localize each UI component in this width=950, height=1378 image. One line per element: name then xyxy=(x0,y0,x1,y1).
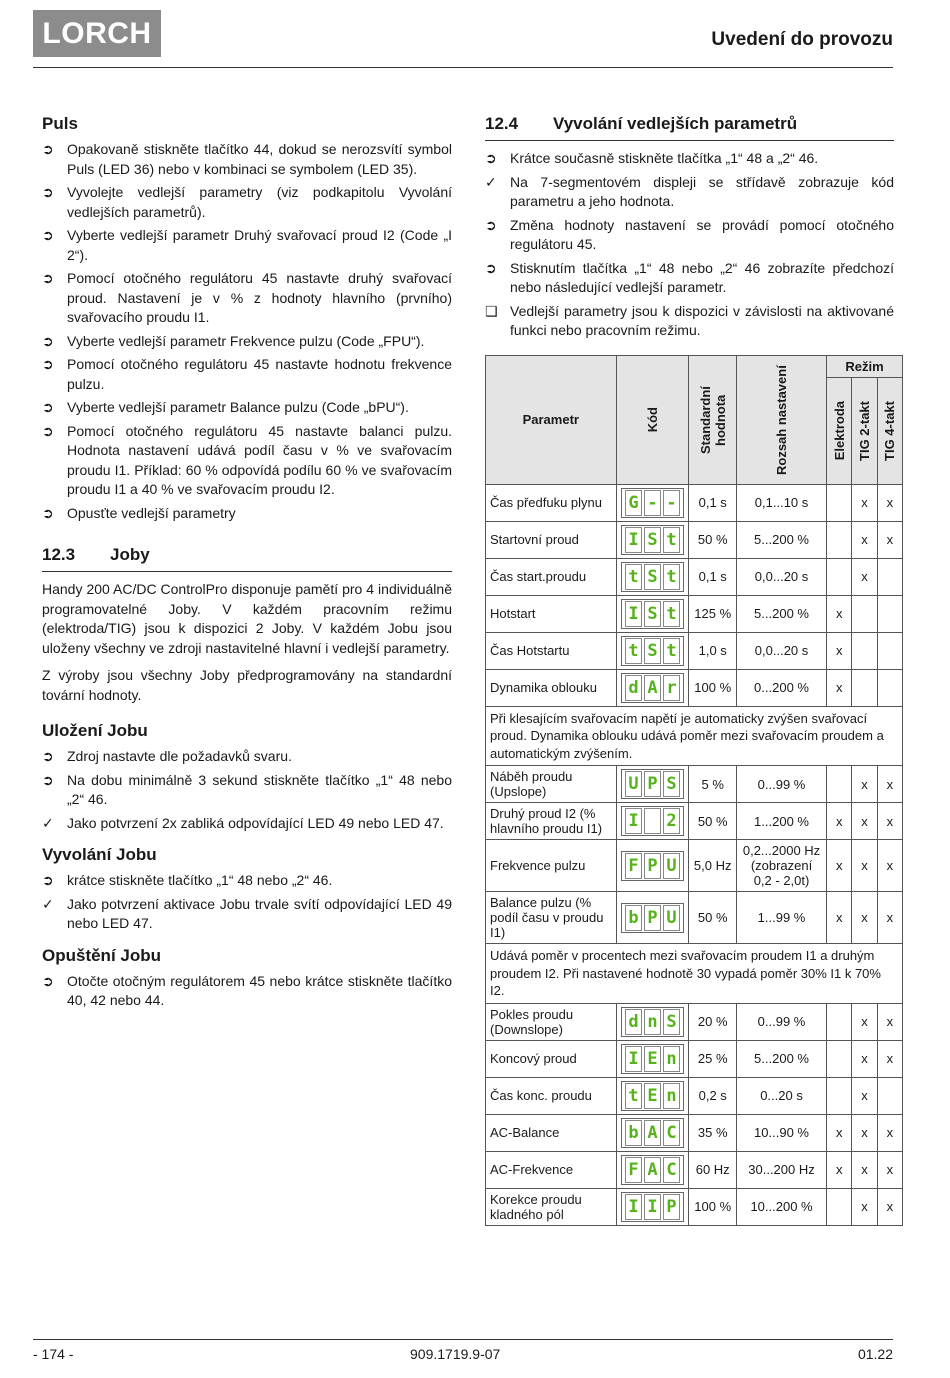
table-row xyxy=(486,632,903,669)
mode-tig2: x xyxy=(852,892,877,944)
segment-digit: t xyxy=(663,601,680,627)
mode-tig2: x xyxy=(852,1188,877,1225)
param-name: Koncový proud xyxy=(486,1040,617,1077)
param-range: 5...200 % xyxy=(736,1040,826,1077)
param-range: 10...200 % xyxy=(736,1188,826,1225)
arrow-icon: ➲ xyxy=(485,216,497,233)
seven-segment-display xyxy=(621,673,684,703)
mode-tig4: x xyxy=(877,803,902,840)
header-kod xyxy=(616,355,689,484)
param-standard-value: 125 % xyxy=(689,595,737,632)
seven-segment-display xyxy=(621,1118,684,1148)
segment-digit: t xyxy=(663,564,680,590)
param-code-display xyxy=(616,558,689,595)
param-standard-value: 60 Hz xyxy=(689,1151,737,1188)
segment-digit: C xyxy=(663,1157,680,1183)
list-item-text: Pomocí otočného regulátoru 45 nastavte balanci pulzu. Hodnota nastavení udává podíl času v % ve svařovacím proudu I1. Příklad: 60 % odpovídá podílu 60 % ve svařovacím proudu I1 a 40 % ve svařovacím proudu I2. xyxy=(67,422,452,497)
header-kod-label: Kód xyxy=(644,406,660,433)
param-name: Dynamika oblouku xyxy=(486,669,617,706)
segment-digit: S xyxy=(644,564,661,590)
param-name: Balance pulzu (% podíl času v proudu I1) xyxy=(486,892,617,944)
table-row xyxy=(486,1040,903,1077)
list-item-text: Opakovaně stiskněte tlačítko 44, dokud se nerozsvítí symbol Puls (LED 36) nebo v kombinaci se symbolem (LED 35). xyxy=(67,141,452,177)
segment-digit: S xyxy=(663,1009,680,1035)
parameters-table-body xyxy=(486,484,903,1225)
segment-digit: C xyxy=(663,1120,680,1146)
mode-elektroda: x xyxy=(827,840,852,892)
header-tig2-label: TIG 2-takt xyxy=(857,400,872,461)
segment-digit: t xyxy=(625,1083,642,1109)
header-tig4 xyxy=(877,377,902,484)
mode-tig2: x xyxy=(852,1151,877,1188)
param-standard-value: 1,0 s xyxy=(689,632,737,669)
param-range: 5...200 % xyxy=(736,521,826,558)
mode-tig4: x xyxy=(877,521,902,558)
header-divider xyxy=(33,67,893,68)
mode-elektroda: x xyxy=(827,595,852,632)
param-range: 5...200 % xyxy=(736,595,826,632)
list-item-text: Krátce současně stiskněte tlačítka „1“ 48 a „2“ 46. xyxy=(510,150,819,166)
param-name: Náběh proudu (Upslope) xyxy=(486,766,617,803)
segment-digit: n xyxy=(663,1083,680,1109)
mode-tig2 xyxy=(852,632,877,669)
param-code-display xyxy=(616,669,689,706)
table-note: Při klesajícím svařovacím napětí je automaticky zvýšen svařovací proud. Dynamika oblouku udává poměr mezi svařovacím proudem a automatickým zvýšením. xyxy=(486,706,903,766)
mode-tig2: x xyxy=(852,558,877,595)
seven-segment-display xyxy=(621,1192,684,1222)
table-row xyxy=(486,803,903,840)
mode-tig2: x xyxy=(852,484,877,521)
param-range: 0...99 % xyxy=(736,1003,826,1040)
param-code-display xyxy=(616,595,689,632)
list-item-text: Pomocí otočného regulátoru 45 nastavte druhý svařovací proud. Nastavení je v % z hodnoty hlavního (prvního) svařovacího proudu I1. xyxy=(67,270,452,325)
footer-divider xyxy=(33,1339,893,1340)
mode-elektroda: x xyxy=(827,1151,852,1188)
arrow-icon: ➲ xyxy=(42,399,54,415)
list-item-text: Jako potvrzení aktivace Jobu trvale svítí odpovídající LED 49 nebo LED 47. xyxy=(67,895,452,931)
param-name: Čas Hotstartu xyxy=(486,632,617,669)
mode-tig4: x xyxy=(877,1188,902,1225)
mode-tig2: x xyxy=(852,521,877,558)
list-item xyxy=(42,814,452,834)
segment-digit: I xyxy=(625,1046,642,1072)
mode-tig2: x xyxy=(852,1077,877,1114)
param-standard-value: 50 % xyxy=(689,803,737,840)
segment-digit: b xyxy=(625,905,642,931)
mode-tig2 xyxy=(852,595,877,632)
header-rezim: Režim xyxy=(827,355,903,377)
vyvolani-jobu-heading: Vyvolání Jobu xyxy=(42,845,157,864)
segment-digit: F xyxy=(625,1157,642,1183)
mode-tig4: x xyxy=(877,892,902,944)
arrow-icon: ➲ xyxy=(42,332,54,349)
list-item xyxy=(485,173,894,212)
seven-segment-display xyxy=(621,525,684,555)
document-date: 01.22 xyxy=(857,1346,893,1362)
param-standard-value: 5 % xyxy=(689,766,737,803)
param-name: Pokles proudu (Downslope) xyxy=(486,1003,617,1040)
list-item xyxy=(42,332,452,352)
table-row xyxy=(486,1114,903,1151)
list-item-text: Otočte otočným regulátorem 45 nebo krátce stiskněte tlačítko 40, 42 nebo 44. xyxy=(67,972,452,1008)
mode-elektroda xyxy=(827,1003,852,1040)
param-code-display xyxy=(616,840,689,892)
mode-elektroda: x xyxy=(827,1114,852,1151)
list-item-text: Vyberte vedlejší parametr Balance pulzu (Code „bPU“). xyxy=(67,399,409,415)
header-range xyxy=(736,355,826,484)
segment-digit: E xyxy=(644,1046,661,1072)
param-code-display xyxy=(616,766,689,803)
section-12-4-heading xyxy=(485,114,894,141)
arrow-icon: ➲ xyxy=(42,141,54,157)
table-row xyxy=(486,892,903,944)
arrow-icon: ➲ xyxy=(42,872,54,888)
header-tig4-label: TIG 4-takt xyxy=(882,400,898,461)
seven-segment-display xyxy=(621,806,684,836)
mode-tig4 xyxy=(877,595,902,632)
table-row xyxy=(486,484,903,521)
segment-digit: I xyxy=(625,808,642,834)
mode-elektroda: x xyxy=(827,892,852,944)
mode-tig4: x xyxy=(877,766,902,803)
arrow-icon: ➲ xyxy=(42,504,54,521)
mode-tig4: x xyxy=(877,1114,902,1151)
seven-segment-display xyxy=(621,1007,684,1037)
list-item xyxy=(42,183,452,222)
mode-tig2: x xyxy=(852,1003,877,1040)
segment-digit: - xyxy=(663,490,680,516)
mode-tig4 xyxy=(877,558,902,595)
mode-tig4 xyxy=(877,1077,902,1114)
param-range: 30...200 Hz xyxy=(736,1151,826,1188)
arrow-icon: ➲ xyxy=(42,748,54,764)
param-standard-value: 50 % xyxy=(689,521,737,558)
table-row xyxy=(486,669,903,706)
param-name: AC-Balance xyxy=(486,1114,617,1151)
param-name: Hotstart xyxy=(486,595,617,632)
param-standard-value: 25 % xyxy=(689,1040,737,1077)
segment-digit: - xyxy=(644,490,661,516)
segment-digit: r xyxy=(663,675,680,701)
param-range: 0,1...10 s xyxy=(736,484,826,521)
param-range: 0,0...20 s xyxy=(736,558,826,595)
param-standard-value: 0,2 s xyxy=(689,1077,737,1114)
seven-segment-display xyxy=(621,1081,684,1111)
param-code-display xyxy=(616,484,689,521)
list-item-text: krátce stiskněte tlačítko „1“ 48 nebo „2“ 46. xyxy=(67,872,333,888)
param-range: 0...20 s xyxy=(736,1077,826,1114)
page-number: - 174 - xyxy=(33,1346,74,1362)
param-standard-value: 35 % xyxy=(689,1114,737,1151)
list-item-text: Vedlejší parametry jsou k dispozici v závislosti na aktivované funkci nebo pracovním režimu. xyxy=(510,302,894,338)
section-title: Joby xyxy=(110,545,150,564)
mode-tig4 xyxy=(877,669,902,706)
param-range: 10...90 % xyxy=(736,1114,826,1151)
list-item-text: Vyberte vedlejší parametr Frekvence pulzu (Code „FPU“). xyxy=(67,332,425,349)
param-range: 0...200 % xyxy=(736,669,826,706)
mode-tig2: x xyxy=(852,840,877,892)
table-row xyxy=(486,840,903,892)
seven-segment-display xyxy=(621,903,684,933)
seven-segment-display xyxy=(621,769,684,799)
checkmark-icon: ✓ xyxy=(42,895,54,912)
ulozeni-jobu-heading: Uložení Jobu xyxy=(42,721,148,740)
seven-segment-display xyxy=(621,1044,684,1074)
table-row xyxy=(486,706,903,766)
mode-tig4: x xyxy=(877,1151,902,1188)
vyvolani-jobu-list xyxy=(42,871,452,934)
puls-heading: Puls xyxy=(42,114,78,133)
right-column xyxy=(485,114,898,1226)
table-row xyxy=(486,766,903,803)
mode-tig4: x xyxy=(877,840,902,892)
opusteni-jobu-list xyxy=(42,972,452,1011)
param-standard-value: 50 % xyxy=(689,892,737,944)
page-header-title: Uvedení do provozu xyxy=(711,29,893,50)
header-range-label: Rozsah nastavení xyxy=(774,364,790,475)
segment-digit: 2 xyxy=(663,808,680,834)
lorch-logo: LORCH xyxy=(33,10,161,57)
mode-elektroda xyxy=(827,521,852,558)
list-item xyxy=(42,226,452,265)
section-12-3-heading xyxy=(42,545,452,572)
segment-digit: G xyxy=(625,490,642,516)
checkbox-icon: ❑ xyxy=(485,302,498,319)
arrow-icon: ➲ xyxy=(42,771,54,788)
arrow-icon: ➲ xyxy=(42,227,54,243)
header-tig2 xyxy=(852,377,877,484)
list-item xyxy=(42,355,452,394)
mode-elektroda: x xyxy=(827,803,852,840)
list-item xyxy=(42,771,452,810)
segment-digit: P xyxy=(644,771,661,797)
param-name: Startovní proud xyxy=(486,521,617,558)
mode-elektroda: x xyxy=(827,669,852,706)
list-item xyxy=(42,871,452,891)
list-item-text: Zdroj nastavte dle požadavků svaru. xyxy=(67,748,292,764)
mode-tig2: x xyxy=(852,1040,877,1077)
param-range: 1...99 % xyxy=(736,892,826,944)
mode-tig2: x xyxy=(852,1114,877,1151)
param-code-display xyxy=(616,892,689,944)
segment-digit: S xyxy=(644,601,661,627)
list-item xyxy=(485,216,894,255)
mode-elektroda xyxy=(827,1188,852,1225)
param-standard-value: 0,1 s xyxy=(689,558,737,595)
param-code-display xyxy=(616,803,689,840)
param-standard-value: 100 % xyxy=(689,669,737,706)
list-item xyxy=(42,140,452,179)
opusteni-jobu-heading: Opuštění Jobu xyxy=(42,945,161,965)
arrow-icon: ➲ xyxy=(485,259,497,276)
param-code-display xyxy=(616,1114,689,1151)
param-range: 0,2...2000 Hz (zobrazení 0,2 - 2,0t) xyxy=(736,840,826,892)
table-row xyxy=(486,521,903,558)
param-code-display xyxy=(616,1077,689,1114)
param-code-display xyxy=(616,1040,689,1077)
param-range: 1...200 % xyxy=(736,803,826,840)
mode-tig4 xyxy=(877,632,902,669)
section-number: 12.4 xyxy=(485,114,519,133)
header-std-label: Standardní hodnota xyxy=(697,385,728,454)
list-item xyxy=(42,972,452,1011)
arrow-icon: ➲ xyxy=(42,356,54,372)
mode-tig4: x xyxy=(877,1003,902,1040)
list-item-text: Vyberte vedlejší parametr Druhý svařovací proud I2 (Code „I 2“). xyxy=(67,227,452,263)
table-row xyxy=(486,1077,903,1114)
segment-digit: t xyxy=(663,638,680,664)
mode-elektroda xyxy=(827,1077,852,1114)
param-range: 0...99 % xyxy=(736,766,826,803)
mode-tig2: x xyxy=(852,803,877,840)
segment-digit xyxy=(644,808,661,834)
arrow-icon: ➲ xyxy=(42,184,54,200)
mode-elektroda xyxy=(827,1040,852,1077)
table-row xyxy=(486,1003,903,1040)
segment-digit: A xyxy=(644,1120,661,1146)
list-item-text: Opusťte vedlejší parametry xyxy=(67,504,236,521)
param-standard-value: 5,0 Hz xyxy=(689,840,737,892)
table-row xyxy=(486,1151,903,1188)
segment-digit: t xyxy=(663,527,680,553)
table-note: Udává poměr v procentech mezi svařovacím proudem I1 a druhým proudem I2. Při nastavené hodnotě 30 vypadá poměr 30% I1 k 70% I2. xyxy=(486,944,903,1004)
vedlejsi-parametry-list xyxy=(485,149,894,341)
param-name: Čas konc. proudu xyxy=(486,1077,617,1114)
segment-digit: n xyxy=(663,1046,680,1072)
segment-digit: S xyxy=(644,527,661,553)
section-number: 12.3 xyxy=(42,545,76,564)
puls-list xyxy=(42,140,452,523)
table-row xyxy=(486,595,903,632)
section-title: Vyvolání vedlejších parametrů xyxy=(553,114,798,133)
list-item-text: Na dobu minimálně 3 sekund stiskněte tlačítko „1“ 48 nebo „2“ 46. xyxy=(67,771,452,807)
header-std xyxy=(689,355,737,484)
param-name: Čas start.proudu xyxy=(486,558,617,595)
mode-tig4: x xyxy=(877,1040,902,1077)
param-name: Frekvence pulzu xyxy=(486,840,617,892)
segment-digit: I xyxy=(625,527,642,553)
checkmark-icon: ✓ xyxy=(485,173,497,190)
list-item xyxy=(42,504,452,524)
document-number: 909.1719.9-07 xyxy=(410,1346,501,1362)
segment-digit: S xyxy=(663,771,680,797)
seven-segment-display xyxy=(621,1155,684,1185)
segment-digit: d xyxy=(625,675,642,701)
segment-digit: t xyxy=(625,638,642,664)
segment-digit: P xyxy=(644,905,661,931)
seven-segment-display xyxy=(621,488,684,518)
list-item xyxy=(485,149,894,169)
mode-elektroda xyxy=(827,766,852,803)
list-item-text: Pomocí otočného regulátoru 45 nastavte hodnotu frekvence pulzu. xyxy=(67,356,452,392)
segment-digit: A xyxy=(644,675,661,701)
checkmark-icon: ✓ xyxy=(42,814,54,831)
list-item-text: Změna hodnoty nastavení se provádí pomocí otočného regulátoru 45. xyxy=(510,216,894,252)
segment-digit: t xyxy=(625,564,642,590)
mode-tig2: x xyxy=(852,766,877,803)
list-item-text: Stisknutím tlačítka „1“ 48 nebo „2“ 46 zobrazíte předchozí nebo následující vedlejší parametr. xyxy=(510,259,894,295)
param-name: Čas předfuku plynu xyxy=(486,484,617,521)
param-code-display xyxy=(616,1151,689,1188)
parameters-table xyxy=(485,355,903,1226)
arrow-icon: ➲ xyxy=(42,972,54,989)
joby-paragraph-1: Handy 200 AC/DC ControlPro disponuje pamětí pro 4 individuálně programovatelné Joby. V každém pracovním režimu (elektroda/TIG) jsou k dispozici 2 Joby. V každém Jobu jsou uloženy všechny ve zdroji nastavitelné hlavní i vedlejší parametry. xyxy=(42,581,452,656)
table-row xyxy=(486,558,903,595)
segment-digit: n xyxy=(644,1009,661,1035)
list-item xyxy=(485,259,894,298)
param-standard-value: 0,1 s xyxy=(689,484,737,521)
segment-digit: S xyxy=(644,638,661,664)
segment-digit: A xyxy=(644,1157,661,1183)
header-elektroda-label: Elektroda xyxy=(831,400,847,461)
mode-elektroda: x xyxy=(827,632,852,669)
segment-digit: P xyxy=(663,1194,680,1220)
list-item xyxy=(485,302,894,341)
param-code-display xyxy=(616,1188,689,1225)
list-item-text: Vyvolejte vedlejší parametry (viz podkapitolu Vyvolání vedlejších parametrů). xyxy=(67,184,452,220)
segment-digit: U xyxy=(663,905,680,931)
segment-digit: I xyxy=(625,1194,642,1220)
left-column xyxy=(42,114,452,1017)
arrow-icon: ➲ xyxy=(42,270,54,286)
list-item-text: Jako potvrzení 2x zabliká odpovídající LED 49 nebo LED 47. xyxy=(67,814,444,831)
param-name: Korekce proudu kladného pól xyxy=(486,1188,617,1225)
arrow-icon: ➲ xyxy=(42,422,54,439)
param-range: 0,0...20 s xyxy=(736,632,826,669)
segment-digit: E xyxy=(644,1083,661,1109)
segment-digit: I xyxy=(625,601,642,627)
seven-segment-display xyxy=(621,599,684,629)
list-item xyxy=(42,269,452,328)
param-standard-value: 20 % xyxy=(689,1003,737,1040)
table-row xyxy=(486,944,903,1004)
list-item xyxy=(42,422,452,500)
param-standard-value: 100 % xyxy=(689,1188,737,1225)
segment-digit: b xyxy=(625,1120,642,1146)
param-name: Druhý proud I2 (% hlavního proudu I1) xyxy=(486,803,617,840)
param-code-display xyxy=(616,521,689,558)
seven-segment-display xyxy=(621,851,684,881)
segment-digit: U xyxy=(663,853,680,879)
ulozeni-jobu-list xyxy=(42,747,452,833)
param-name: AC-Frekvence xyxy=(486,1151,617,1188)
table-row xyxy=(486,1188,903,1225)
list-item xyxy=(42,895,452,934)
mode-tig4: x xyxy=(877,484,902,521)
segment-digit: P xyxy=(644,853,661,879)
arrow-icon: ➲ xyxy=(485,150,497,166)
mode-elektroda xyxy=(827,484,852,521)
segment-digit: F xyxy=(625,853,642,879)
mode-tig2 xyxy=(852,669,877,706)
seven-segment-display xyxy=(621,562,684,592)
segment-digit: I xyxy=(644,1194,661,1220)
segment-digit: d xyxy=(625,1009,642,1035)
segment-digit: U xyxy=(625,771,642,797)
seven-segment-display xyxy=(621,636,684,666)
joby-paragraph-2: Z výroby jsou všechny Joby předprogramovány na standardní tovární hodnoty. xyxy=(42,667,452,703)
list-item xyxy=(42,747,452,767)
header-parametr: Parametr xyxy=(486,355,617,484)
list-item xyxy=(42,398,452,418)
param-code-display xyxy=(616,1003,689,1040)
mode-elektroda xyxy=(827,558,852,595)
list-item-text: Na 7-segmentovém displeji se střídavě zobrazuje kód parametru a jeho hodnota. xyxy=(510,173,894,209)
header-elektroda xyxy=(827,377,852,484)
param-code-display xyxy=(616,632,689,669)
